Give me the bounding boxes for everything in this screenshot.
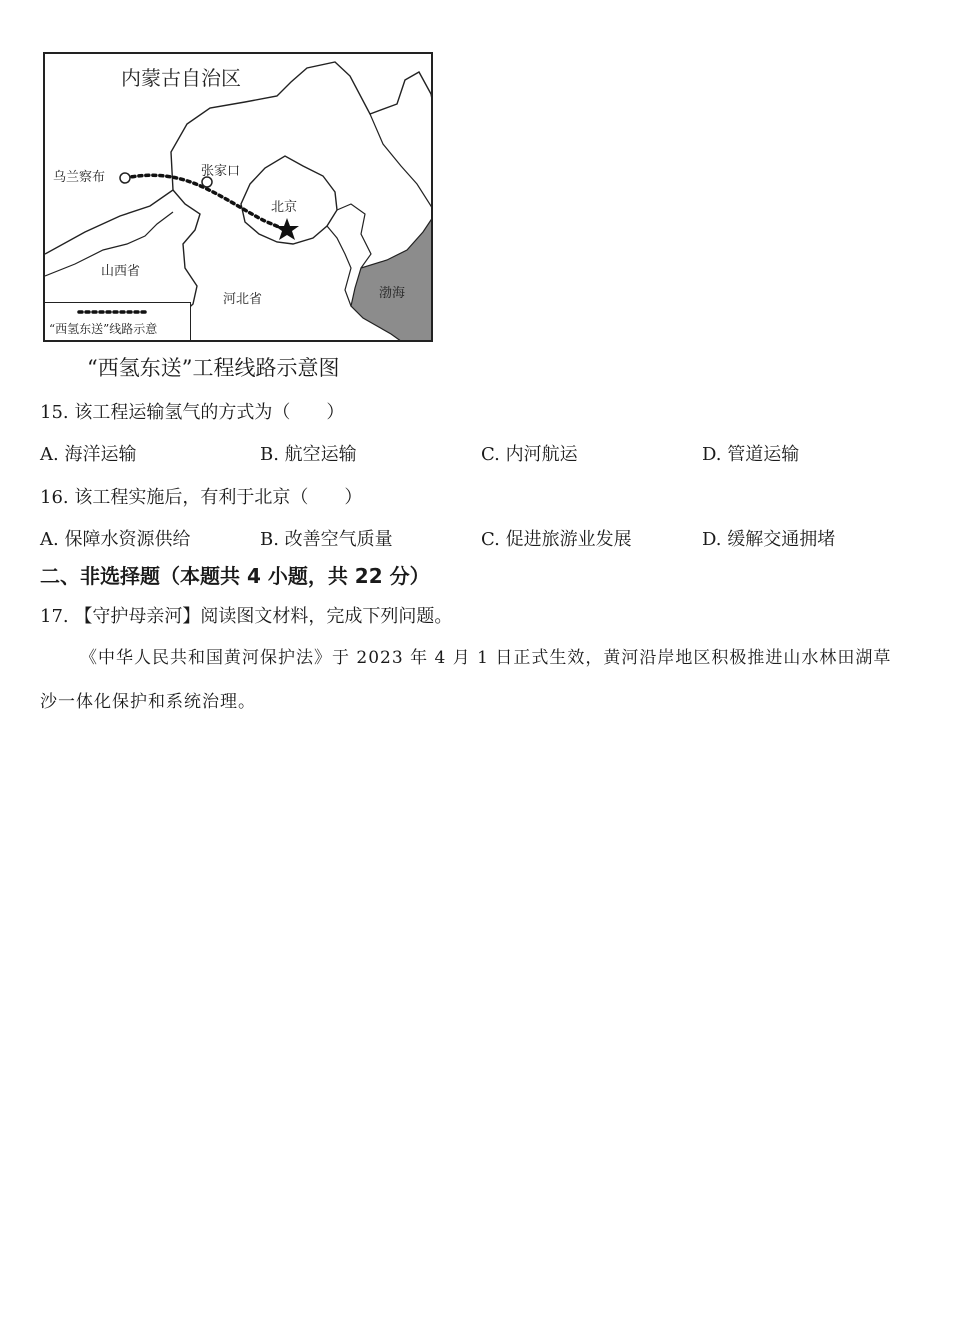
question-15-option-a: A. 海洋运输 <box>40 444 137 465</box>
label-beijing: 北京 <box>271 200 298 215</box>
section-heading: 二、非选择题（本题共 4 小题，共 22 分） <box>40 564 430 588</box>
question-16-option-b: B. 改善空气质量 <box>260 529 393 550</box>
question-16-stem: 16. 该工程实施后，有利于北京（ ） <box>40 487 363 508</box>
tianjin-boundary <box>327 226 351 306</box>
label-zhangjiakou: 张家口 <box>201 164 241 179</box>
route-map <box>43 52 433 342</box>
hebei-north-east <box>370 114 433 214</box>
question-17-paragraph-line-1: 《中华人民共和国黄河保护法》于 2023 年 4 月 1 日正式生效，黄河沿岸地区积极推进山水林田湖草 <box>80 648 892 668</box>
question-15-stem: 15. 该工程运输氢气的方式为（ ） <box>40 402 345 423</box>
label-hebei: 河北省 <box>223 292 263 307</box>
bohai-sea-shape <box>351 214 433 342</box>
hebei-east-boundary <box>337 204 371 268</box>
legend-label: “西氢东送”线路示意 <box>49 322 158 336</box>
map-legend <box>45 302 191 340</box>
label-inner-mongolia: 内蒙古自治区 <box>121 66 241 90</box>
figure-caption: “西氢东送”工程线路示意图 <box>87 356 340 380</box>
question-15-option-d: D. 管道运输 <box>702 444 800 465</box>
question-15-option-c: C. 内河航运 <box>481 444 578 465</box>
label-bohai: 渤海 <box>379 286 406 301</box>
question-15-option-b: B. 航空运输 <box>260 444 357 465</box>
question-16-option-a: A. 保障水资源供给 <box>40 529 191 550</box>
question-16-option-c: C. 促进旅游业发展 <box>481 529 632 550</box>
question-17-stem: 17. 【守护母亲河】阅读图文材料，完成下列问题。 <box>40 606 453 627</box>
question-16-option-d: D. 缓解交通拥堵 <box>702 529 836 550</box>
ulanqab-marker <box>120 173 130 183</box>
label-ulanqab: 乌兰察布 <box>53 170 106 185</box>
label-shanxi: 山西省 <box>101 264 141 279</box>
legend-dotted-line <box>45 305 191 319</box>
beijing-star-marker <box>275 218 299 240</box>
question-17-paragraph-line-2: 沙一体化保护和系统治理。 <box>40 692 256 712</box>
